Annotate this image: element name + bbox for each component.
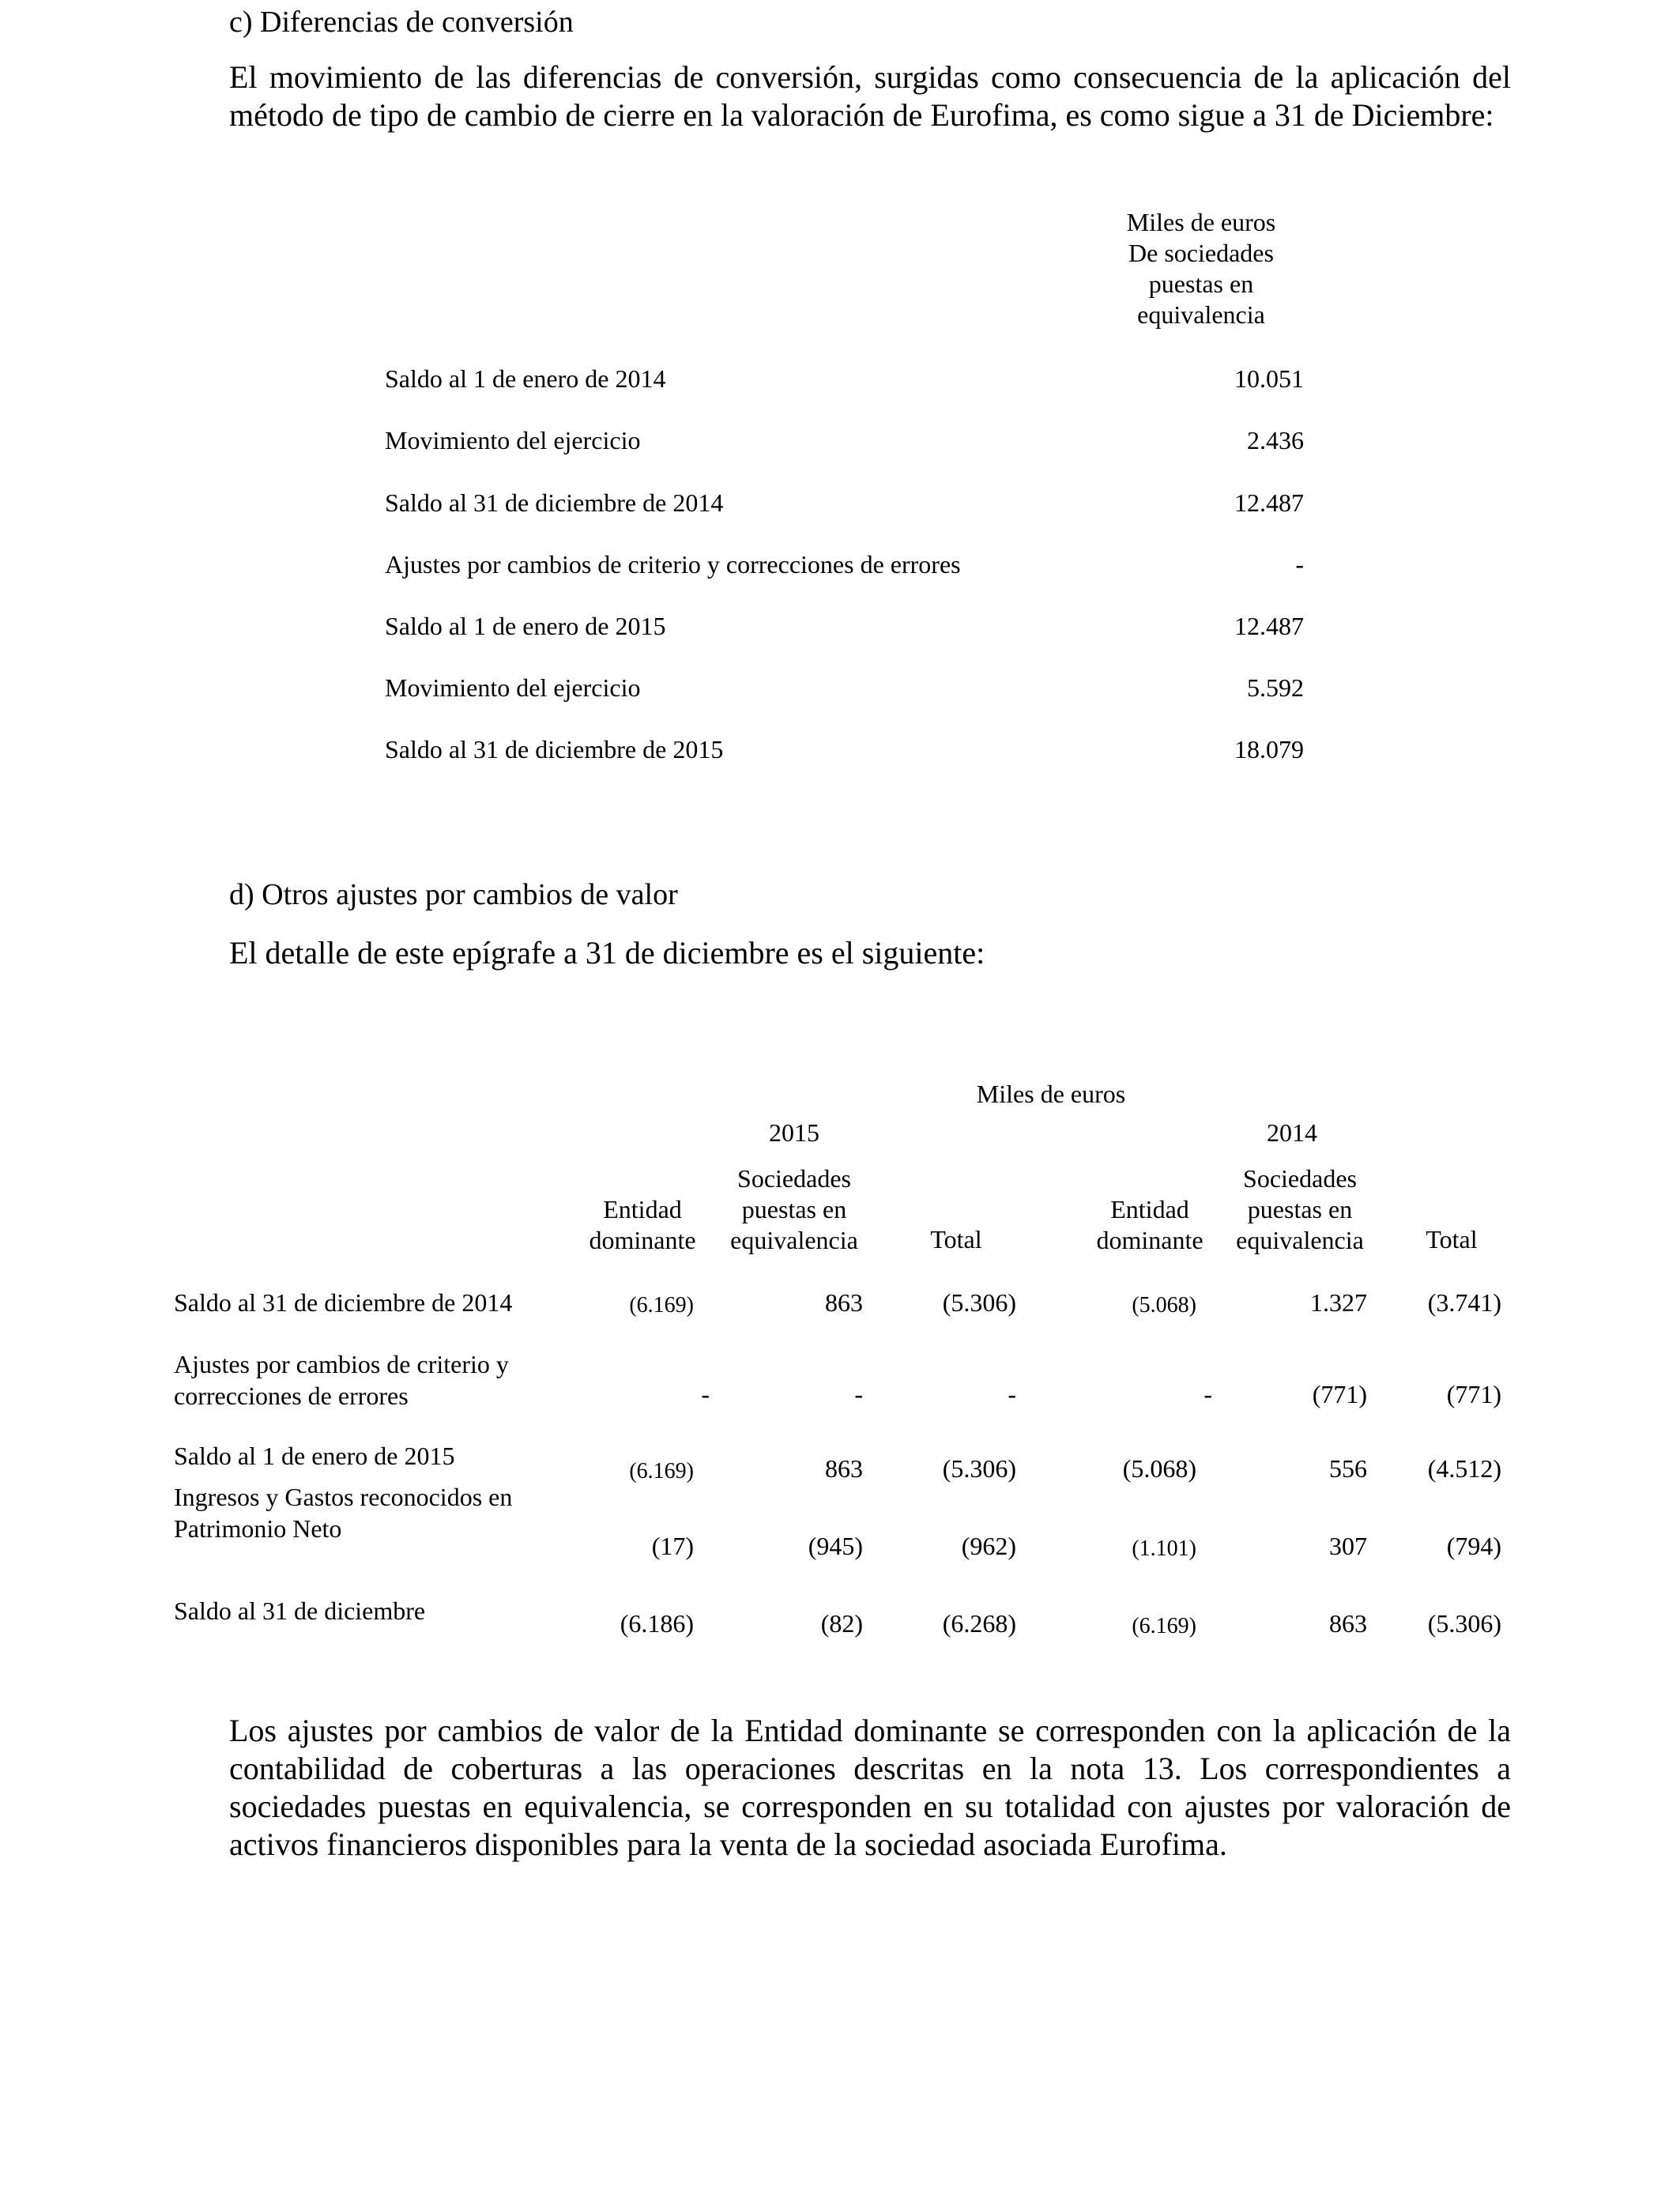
table-cell: (794) bbox=[1446, 1532, 1501, 1560]
col-header-sociedades-2015 bbox=[715, 1163, 873, 1256]
table-row-value: 12.487 bbox=[1234, 488, 1304, 517]
col-header-total-2015: Total bbox=[930, 1225, 982, 1253]
table-cell: (5.306) bbox=[942, 1454, 1016, 1483]
col-header-line: equivalencia bbox=[1236, 1226, 1364, 1254]
table-cell: (6.169) bbox=[1132, 1614, 1196, 1638]
col-header-line: Sociedades bbox=[737, 1164, 851, 1193]
table-cell: (6.169) bbox=[629, 1459, 694, 1483]
table-cell: (4.512) bbox=[1427, 1454, 1501, 1483]
table-cell: (771) bbox=[1446, 1380, 1501, 1408]
table-cell: 863 bbox=[1329, 1609, 1367, 1638]
col-header-line: Entidad bbox=[603, 1195, 682, 1223]
table-row-value: 10.051 bbox=[1234, 364, 1304, 393]
table-cell: (1.101) bbox=[1132, 1536, 1196, 1561]
col-header-line: Entidad bbox=[1110, 1195, 1189, 1223]
table-row-label bbox=[174, 1348, 509, 1412]
table-cell: (6.268) bbox=[942, 1609, 1016, 1638]
header-line: De sociedades bbox=[1128, 239, 1274, 267]
col-header-total-2014: Total bbox=[1426, 1225, 1478, 1253]
table-row-label: Movimiento del ejercicio bbox=[385, 673, 641, 702]
table-row-value: 12.487 bbox=[1234, 612, 1304, 640]
table-row-label: Saldo al 1 de enero de 2015 bbox=[174, 1442, 455, 1470]
table-cell: 1.327 bbox=[1310, 1288, 1367, 1317]
table-cell: (3.741) bbox=[1427, 1288, 1501, 1317]
table-row-label: Movimiento del ejercicio bbox=[385, 426, 641, 454]
table-row-label-line: Ingresos y Gastos reconocidos en bbox=[174, 1483, 513, 1511]
table-cell: (771) bbox=[1312, 1380, 1367, 1408]
table-cell: 307 bbox=[1329, 1532, 1367, 1560]
col-header-line: dominante bbox=[589, 1226, 696, 1254]
table-row-value: 2.436 bbox=[1247, 426, 1304, 454]
table-cell: (5.306) bbox=[942, 1288, 1016, 1317]
table-row-label: Ajustes por cambios de criterio y correcciones de errores bbox=[385, 550, 961, 579]
table-cell: (6.186) bbox=[620, 1609, 694, 1638]
col-header-line: puestas en bbox=[1247, 1195, 1353, 1223]
table-row-value: - bbox=[1295, 550, 1304, 579]
year-2015: 2015 bbox=[769, 1118, 819, 1147]
table-row-label: Saldo al 31 de diciembre de 2014 bbox=[385, 488, 724, 517]
header-line: Miles de euros bbox=[1126, 208, 1276, 236]
table-cell: - bbox=[854, 1380, 863, 1408]
table-cell: 863 bbox=[825, 1454, 863, 1483]
table-cell: 863 bbox=[825, 1288, 863, 1317]
table-row-label-line: correcciones de errores bbox=[174, 1382, 409, 1410]
section-d-intro: El detalle de este epígrafe a 31 de diciembre es el siguiente: bbox=[229, 935, 985, 971]
table-row-label-line: Ajustes por cambios de criterio y bbox=[174, 1350, 509, 1378]
table-cell: (5.306) bbox=[1427, 1609, 1501, 1638]
table-cell: (962) bbox=[961, 1532, 1016, 1560]
header-line: puestas en bbox=[1148, 270, 1254, 298]
table-cell: (945) bbox=[808, 1532, 863, 1560]
table-cell: (5.068) bbox=[1132, 1293, 1196, 1318]
table-row-label: Saldo al 1 de enero de 2014 bbox=[385, 364, 666, 393]
unit-label: Miles de euros bbox=[976, 1080, 1126, 1108]
table-row-label: Saldo al 31 de diciembre de 2015 bbox=[385, 735, 724, 763]
table-cell: 556 bbox=[1329, 1454, 1367, 1483]
conversion-table-header bbox=[1090, 207, 1312, 330]
year-2014: 2014 bbox=[1267, 1118, 1317, 1147]
section-d-heading: d) Otros ajustes por cambios de valor bbox=[229, 878, 678, 911]
table-cell: (6.169) bbox=[629, 1293, 694, 1318]
table-row-label: Saldo al 31 de diciembre de 2014 bbox=[174, 1288, 513, 1317]
table-row-label: Saldo al 31 de diciembre bbox=[174, 1596, 426, 1625]
table-row-value: 5.592 bbox=[1247, 673, 1304, 702]
col-header-entidad-2015 bbox=[575, 1194, 710, 1256]
table-cell: - bbox=[1203, 1380, 1212, 1408]
table-row-label: Saldo al 1 de enero de 2015 bbox=[385, 612, 666, 640]
table-cell: (5.068) bbox=[1122, 1454, 1196, 1483]
table-row-label-line: Patrimonio Neto bbox=[174, 1514, 342, 1543]
table-cell: (17) bbox=[651, 1532, 694, 1560]
col-header-sociedades-2014 bbox=[1221, 1163, 1379, 1256]
header-line: equivalencia bbox=[1137, 300, 1265, 329]
section-c-heading: c) Diferencias de conversión bbox=[229, 6, 574, 39]
col-header-line: dominante bbox=[1096, 1226, 1203, 1254]
table-cell: (82) bbox=[820, 1609, 863, 1638]
table-cell: - bbox=[701, 1380, 710, 1408]
table-row-label bbox=[174, 1481, 512, 1544]
col-header-entidad-2014 bbox=[1083, 1194, 1217, 1256]
col-header-line: Sociedades bbox=[1243, 1164, 1357, 1193]
table-cell: - bbox=[1008, 1380, 1016, 1408]
section-c-paragraph: El movimiento de las diferencias de conversión, surgidas como consecuencia de la aplicación del método de tipo de cambio de cierre en la valoración de Eurofima, es como sigue a 31 de Diciembre: bbox=[229, 59, 1511, 133]
closing-paragraph: Los ajustes por cambios de valor de la Entidad dominante se corresponden con la aplicación de la contabilidad de coberturas a las operaciones descritas en la nota 13. Los correspondientes a sociedades puestas en equivalencia, se corresponden en su totalidad con ajustes por valoración de activos financieros disponibles para la venta de la sociedad asociada Eurofima. bbox=[229, 1713, 1511, 1862]
col-header-line: puestas en bbox=[741, 1195, 847, 1223]
table-row-value: 18.079 bbox=[1234, 735, 1304, 763]
col-header-line: equivalencia bbox=[730, 1226, 858, 1254]
